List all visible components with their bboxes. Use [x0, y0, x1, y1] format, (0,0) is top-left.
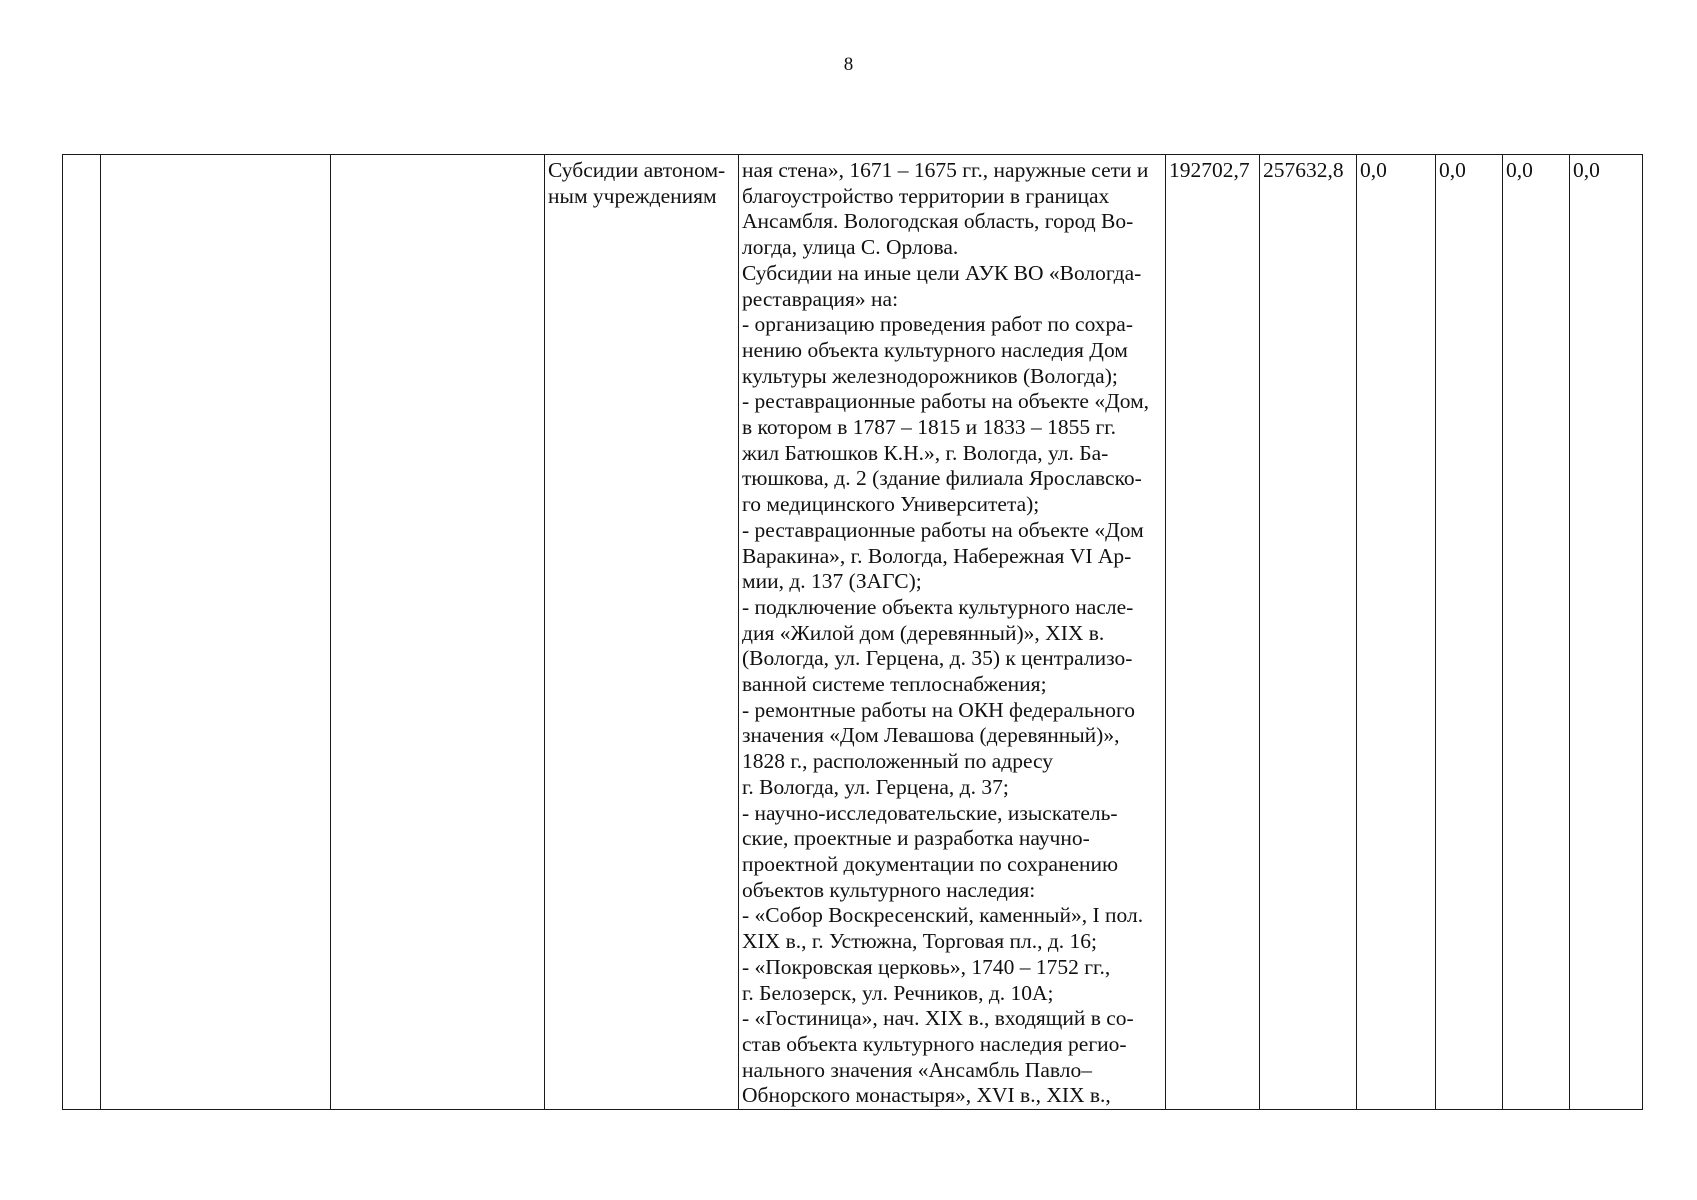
description-line: ские, проектные и разработка научно-: [742, 826, 1090, 851]
description-line: - реставрационные работы на объекте «Дом: [742, 517, 1144, 542]
description-line: Варакина», г. Вологда, Набережная VI Ар-: [742, 543, 1132, 568]
description-line: жил Батюшков К.Н.», г. Вологда, ул. Ба-: [742, 440, 1109, 465]
expense-type-line: ным учреждениям: [548, 183, 717, 208]
description-line: Ансамбля. Вологодская область, город Во-: [742, 209, 1134, 234]
value-cell: 0,0: [1436, 155, 1503, 1110]
budget-table: [62, 154, 1643, 1110]
description-line: объектов культурного наследия:: [742, 877, 1036, 902]
description-line: нению объекта культурного наследия Дом: [742, 337, 1128, 362]
description-line: г. Вологда, ул. Герцена, д. 37;: [742, 774, 1009, 799]
description-line: став объекта культурного наследия регио-: [742, 1031, 1127, 1056]
description-line: ванной системе теплоснабжения;: [742, 672, 1047, 697]
description-line: - «Гостиница», нач. XIX в., входящий в со-: [742, 1006, 1134, 1031]
description-line: Обнорского монастыря», XVI в., XIX в.,: [742, 1083, 1111, 1108]
description-line: го медицинского Университета);: [742, 492, 1040, 517]
value-cell: 0,0: [1357, 155, 1436, 1110]
row-number-cell: [63, 155, 101, 1110]
value-cell: 192702,7: [1166, 155, 1260, 1110]
description-line: тюшкова, д. 2 (здание филиала Ярославско-: [742, 466, 1142, 491]
description-line: - организацию проведения работ по сохра-: [742, 312, 1133, 337]
table-row: [63, 155, 1643, 1110]
description-line: - подключение объекта культурного насле-: [742, 594, 1134, 619]
value-cell: 0,0: [1570, 155, 1643, 1110]
description-line: логда, улица С. Орлова.: [742, 235, 959, 260]
description-line: - реставрационные работы на объекте «Дом,: [742, 389, 1150, 414]
description-line: нального значения «Ансамбль Павло–: [742, 1057, 1092, 1082]
description-line: реставрация» на:: [742, 286, 899, 311]
description-line: Субсидии на иные цели АУК ВО «Вологда-: [742, 260, 1142, 285]
value-cell: 257632,8: [1260, 155, 1357, 1110]
expense-type-line: Субсидии автоном-: [548, 158, 726, 182]
description-line: благоустройство территории в границах: [742, 183, 1110, 208]
page-number: 8: [843, 54, 854, 75]
description-line: г. Белозерск, ул. Речников, д. 10А;: [742, 980, 1054, 1005]
description-line: - ремонтные работы на ОКН федерального: [742, 697, 1136, 722]
description-line: дия «Жилой дом (деревянный)», XIX в.: [742, 620, 1105, 645]
description-cell: [739, 155, 1166, 1110]
description-line: XIX в., г. Устюжна, Торговая пл., д. 16;: [742, 929, 1098, 954]
description-line: (Вологда, ул. Герцена, д. 35) к централизо-: [742, 646, 1133, 671]
description-line: проектной документации по сохранению: [742, 851, 1119, 876]
description-line: - «Покровская церковь», 1740 – 1752 гг.,: [742, 954, 1111, 979]
description-line: в котором в 1787 – 1815 и 1833 – 1855 гг.: [742, 415, 1117, 440]
executor-cell: [331, 155, 545, 1110]
expense-type-cell: [545, 155, 739, 1110]
description-line: ная стена», 1671 – 1675 гг., наружные сети и: [742, 158, 1149, 182]
description-line: 1828 г., расположенный по адресу: [742, 749, 1054, 774]
description-line: значения «Дом Левашова (деревянный)»,: [742, 723, 1120, 748]
description-line: культуры железнодорожников (Вологда);: [742, 363, 1118, 388]
program-name-cell: [101, 155, 331, 1110]
description-line: - научно-исследовательские, изыскатель-: [742, 800, 1118, 825]
value-cell: 0,0: [1503, 155, 1570, 1110]
description-line: - «Собор Воскресенский, каменный», I пол.: [742, 903, 1144, 928]
description-line: мии, д. 137 (ЗАГС);: [742, 569, 922, 594]
